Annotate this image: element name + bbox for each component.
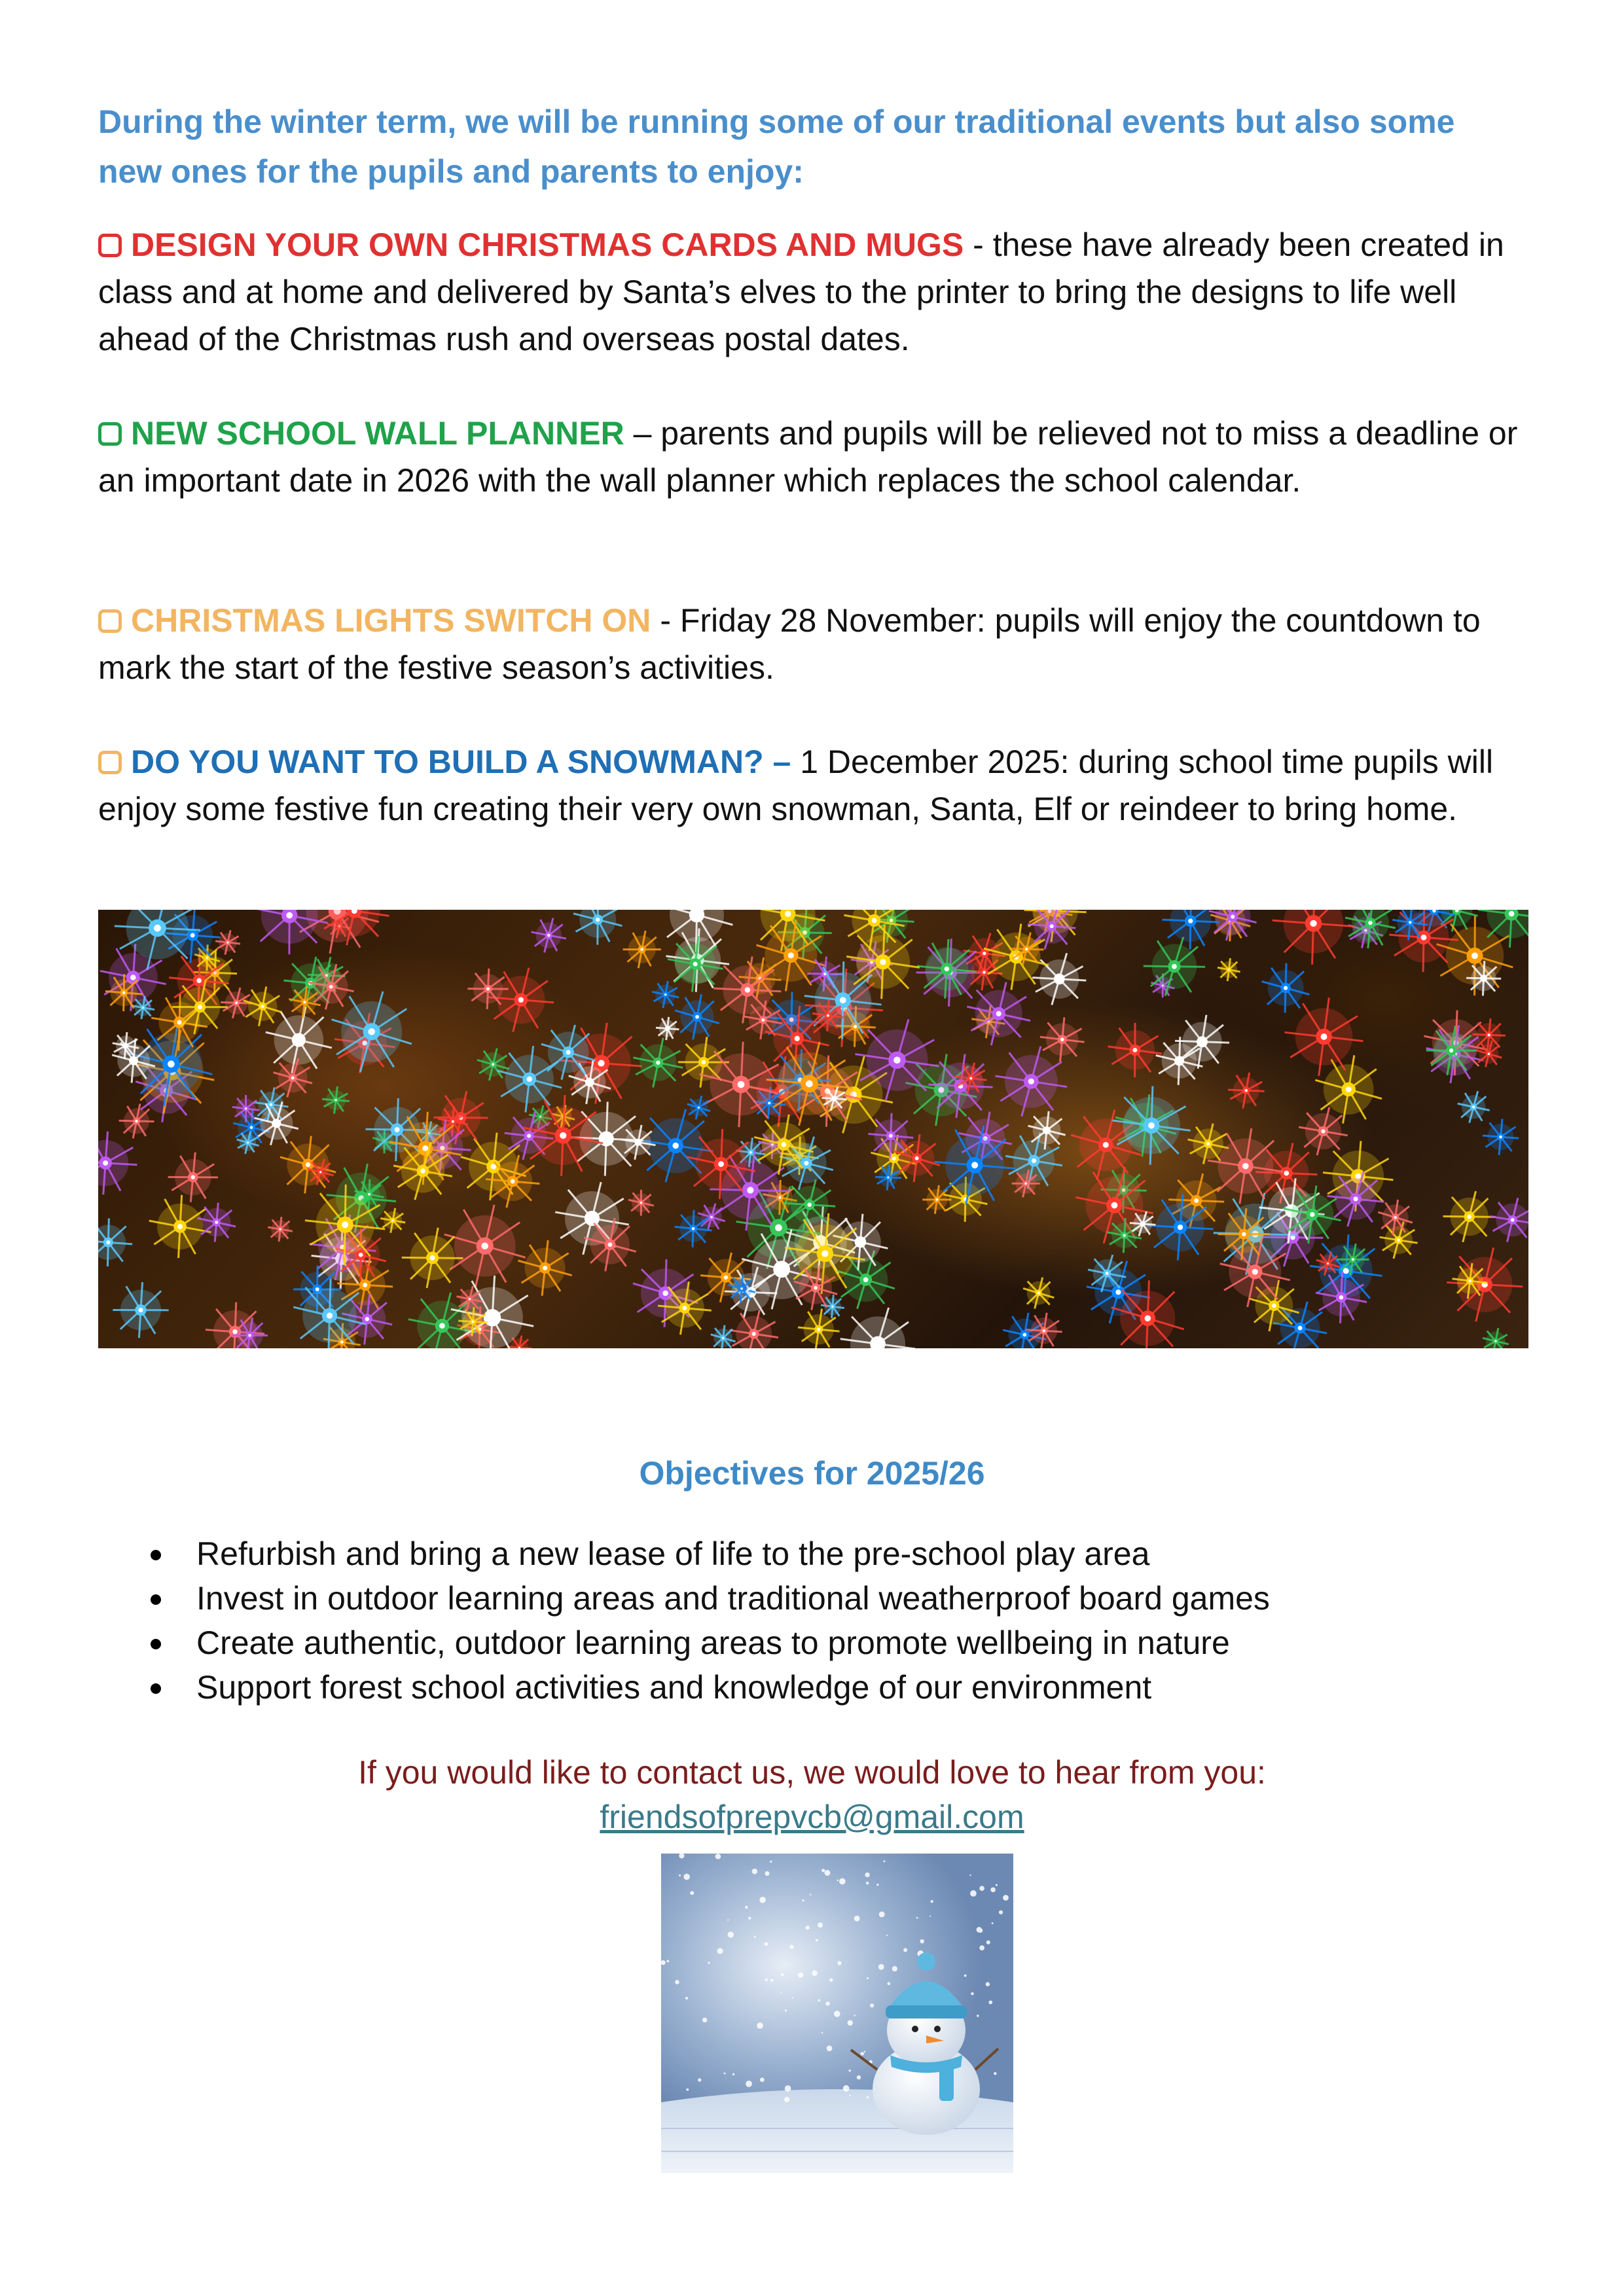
- snowflake: [802, 1899, 804, 1901]
- snowman-image: [661, 1854, 1013, 2173]
- light-sparkle: [729, 1310, 778, 1348]
- snowflake: [717, 1948, 723, 1954]
- bullet-icon: [151, 1550, 161, 1560]
- snowflake: [861, 2052, 864, 2055]
- snowflake: [849, 2094, 851, 2096]
- light-sparkle: [244, 986, 282, 1026]
- snowflake: [892, 1966, 897, 1971]
- event-description: – parents and pupils will be relieved not to miss a deadline or an important date in 2026 with the wall planner which replaces the school calendar.: [98, 415, 1518, 499]
- snowflake: [848, 2020, 853, 2026]
- bullet-icon: [151, 1594, 161, 1605]
- event-title: NEW SCHOOL WALL PLANNER: [131, 415, 624, 452]
- light-sparkle: [1443, 1191, 1496, 1242]
- checkbox-icon: [98, 609, 122, 633]
- snowflake: [839, 1878, 846, 1885]
- snowflake: [884, 1860, 886, 1862]
- light-sparkle: [168, 1153, 218, 1202]
- light-sparkle: [444, 1205, 526, 1287]
- snowflake: [770, 1979, 773, 1982]
- light-sparkle: [98, 1218, 132, 1266]
- snowflake: [816, 1939, 818, 1942]
- bullet-icon: [151, 1683, 161, 1694]
- snowflake: [865, 1873, 869, 1877]
- snowflake: [854, 1916, 860, 1922]
- light-sparkle: [477, 1049, 509, 1081]
- snowflake: [867, 2096, 869, 2098]
- snowflake: [837, 1961, 841, 1965]
- snowflake: [879, 1912, 885, 1918]
- light-sparkle: [1218, 958, 1240, 981]
- snowflake: [834, 2011, 840, 2017]
- light-sparkle: [266, 1007, 332, 1073]
- snowflake: [999, 1910, 1003, 1914]
- objective-item: Create authentic, outdoor learning areas to promote wellbeing in nature: [151, 1621, 1270, 1665]
- snowflake: [988, 2000, 992, 2004]
- light-sparkle: [1299, 1107, 1348, 1155]
- snowflake: [818, 1922, 823, 1928]
- snowflake: [867, 1977, 869, 1979]
- objective-item: Refurbish and bring a new lease of life to the pre-school play area: [151, 1532, 1270, 1576]
- light-sparkle: [1490, 1198, 1528, 1242]
- checkbox-icon: [98, 751, 122, 774]
- snowflake: [810, 1894, 811, 1895]
- snowflake: [866, 1882, 869, 1884]
- snowflake: [878, 1964, 884, 1970]
- snowflake: [789, 1945, 793, 1949]
- snowflake: [666, 1960, 669, 1963]
- snowflake: [675, 1980, 679, 1984]
- snowflake: [818, 2000, 820, 2001]
- snowflake: [970, 1890, 977, 1897]
- light-sparkle: [675, 994, 719, 1039]
- snowflake: [876, 1884, 878, 1886]
- light-sparkle: [1315, 1055, 1382, 1123]
- light-sparkle: [1144, 937, 1205, 996]
- objectives-list: [151, 1532, 1270, 1710]
- light-sparkle: [628, 1190, 654, 1216]
- snowflake: [785, 2009, 787, 2011]
- light-sparkle: [332, 992, 412, 1072]
- snowflake: [661, 1960, 666, 1965]
- snowflake: [708, 1962, 710, 1964]
- snowflake: [929, 1916, 931, 1917]
- light-sparkle: [1483, 1119, 1519, 1155]
- light-sparkle: [995, 1047, 1067, 1117]
- light-sparkle: [274, 1058, 312, 1097]
- snowflake: [679, 1854, 684, 1859]
- snowflake: [829, 1978, 833, 1981]
- snowflake: [825, 2001, 829, 2005]
- event-wall-planner: [98, 410, 1538, 504]
- snowman-graphic: [661, 1854, 1013, 2173]
- snowflake: [971, 1992, 974, 1996]
- snowflake: [986, 1982, 990, 1986]
- snowflake: [746, 2081, 752, 2087]
- light-sparkle: [1483, 1328, 1509, 1348]
- light-sparkle: [215, 930, 240, 954]
- snowflake: [806, 1926, 810, 1929]
- event-title-extra: AND MUGS: [778, 226, 964, 263]
- snowflake: [727, 1919, 729, 1920]
- snowflake: [686, 2089, 689, 2091]
- event-christmas-cards: [98, 221, 1538, 363]
- contact-text: If you would like to contact us, we would love to hear from you:: [358, 1754, 1266, 1791]
- light-sparkle: [1111, 1280, 1184, 1348]
- light-sparkle: [402, 1228, 463, 1288]
- light-sparkle: [532, 918, 566, 953]
- snowflake: [698, 2078, 701, 2081]
- checkbox-icon: [98, 234, 122, 257]
- light-sparkle: [523, 1095, 603, 1176]
- snowflake: [864, 2051, 865, 2053]
- light-sparkle: [197, 1203, 236, 1242]
- objectives-title: Objectives for 2025/26: [639, 1455, 985, 1492]
- light-sparkle: [1040, 1017, 1085, 1062]
- snowflake: [821, 2032, 823, 2033]
- snowflake: [752, 1869, 757, 1874]
- snowflake: [849, 2070, 851, 2072]
- snowflake: [843, 2085, 850, 2092]
- snowflake: [781, 1973, 784, 1976]
- light-sparkle: [1162, 910, 1219, 950]
- light-sparkle: [486, 1155, 539, 1208]
- snowflake: [765, 1978, 768, 1981]
- snowflake: [748, 1917, 751, 1920]
- snowflake: [992, 1922, 994, 1924]
- snowflake: [824, 1870, 830, 1876]
- light-sparkle: [1032, 953, 1086, 1005]
- light-sparkle: [623, 931, 661, 968]
- snowflake: [931, 1900, 933, 1903]
- snowflake: [854, 2015, 855, 2016]
- snowflake: [754, 1936, 756, 1938]
- light-sparkle: [633, 1038, 683, 1088]
- snowflake: [920, 1939, 924, 1943]
- light-sparkle: [149, 1195, 211, 1258]
- checkbox-icon: [98, 422, 122, 446]
- bullet-icon: [151, 1639, 161, 1649]
- event-title: CHRISTMAS LIGHTS SWITCH ON: [131, 602, 651, 639]
- objective-item: Support forest school activities and knowledge of our environment: [151, 1665, 1270, 1710]
- event-title: DO YOU WANT TO BUILD A SNOWMAN? –: [131, 744, 791, 780]
- light-sparkle: [322, 1086, 350, 1113]
- snowflake: [780, 1992, 782, 1994]
- snowflake: [685, 1997, 688, 2000]
- snowflake: [724, 2072, 726, 2074]
- snowflake: [785, 2085, 791, 2092]
- light-sparkle: [268, 1217, 293, 1242]
- intro-heading: During the winter term, we will be running some of our traditional events but also some new ones for the pupils and parents to enjoy:: [98, 103, 1455, 190]
- snowflake: [715, 1854, 721, 1859]
- snowflake: [1003, 1895, 1009, 1901]
- snowflake: [821, 1869, 825, 1872]
- light-sparkle: [652, 981, 679, 1008]
- snowflake: [837, 1880, 839, 1882]
- snowflake: [903, 1948, 907, 1952]
- event-build-snowman: [98, 738, 1538, 833]
- light-sparkle: [98, 1132, 137, 1194]
- snowflake: [827, 2045, 833, 2051]
- light-sparkle: [1108, 1023, 1163, 1077]
- snowflake: [765, 1871, 769, 1876]
- snowflake: [792, 1997, 793, 1998]
- light-sparkle: [687, 1096, 710, 1119]
- snowflake: [770, 1861, 772, 1863]
- light-sparkle: [1272, 910, 1355, 965]
- snowflake: [765, 1942, 768, 1946]
- light-sparkle: [1262, 963, 1310, 1013]
- light-sparkle: [518, 1240, 571, 1296]
- light-sparkle: [1458, 1091, 1490, 1122]
- light-sparkle: [1228, 1073, 1265, 1109]
- snowflake: [732, 2073, 734, 2075]
- snowflake: [812, 1970, 817, 1975]
- snowflake: [679, 1874, 681, 1876]
- snowflake: [979, 1945, 984, 1950]
- light-sparkle: [656, 1017, 679, 1040]
- snowflake: [986, 1941, 990, 1945]
- light-sparkle: [928, 1054, 992, 1117]
- snowflake: [745, 1906, 748, 1909]
- snowflake: [870, 2003, 874, 2007]
- snowflake: [784, 2097, 789, 2102]
- snowflake: [683, 1874, 690, 1880]
- snowflake: [916, 1917, 918, 1919]
- light-sparkle: [967, 982, 1030, 1046]
- event-lights-switch-on: [98, 597, 1538, 691]
- light-sparkle: [840, 1308, 915, 1348]
- christmas-lights-image: [98, 910, 1528, 1348]
- snowflake: [886, 1935, 888, 1936]
- light-sparkle: [573, 910, 622, 945]
- light-sparkle: [1023, 1278, 1054, 1309]
- event-description: 1 December 2025: during school time pupils will enjoy some festive fun creating their very own snowman, Santa, Elf or reindeer to bring home.: [98, 744, 1494, 827]
- light-sparkle: [119, 1103, 154, 1138]
- event-title: DESIGN YOUR OWN CHRISTMAS CARDS: [131, 226, 778, 263]
- snowflake: [990, 1887, 996, 1892]
- event-description: - these have already been created in class and at home and delivered by Santa’s elves to the printer to bring the designs to life well ahead of the Christmas rush and overseas postal dates.: [98, 226, 1504, 357]
- contact-email-link[interactable]: friendsofprepvcb@gmail.com: [600, 1799, 1024, 1835]
- snowflake: [964, 1975, 967, 1977]
- objective-item: Invest in outdoor learning areas and traditional weatherproof board games: [151, 1576, 1270, 1621]
- snowflake: [977, 2015, 979, 2017]
- snowflake: [757, 2022, 763, 2029]
- light-sparkle: [711, 1325, 736, 1348]
- snowflake: [690, 1891, 694, 1895]
- snowflake: [969, 1874, 971, 1876]
- light-sparkle: [113, 1282, 168, 1338]
- snowflake: [979, 1886, 984, 1891]
- christmas-lights-graphic: [98, 910, 1528, 1348]
- event-description: - Friday 28 November: pupils will enjoy the countdown to mark the start of the festive season’s activities.: [98, 602, 1481, 686]
- snowflake: [759, 1897, 766, 1903]
- snowflake: [857, 2075, 861, 2079]
- light-sparkle: [221, 988, 252, 1018]
- snowflake: [994, 2072, 996, 2075]
- snowflake: [798, 1973, 803, 1978]
- snowflake: [760, 2077, 765, 2082]
- snowflake: [702, 2018, 707, 2022]
- snowflake: [728, 1931, 734, 1937]
- snowflake: [978, 1928, 983, 1933]
- snowflake: [996, 1884, 998, 1886]
- snowflake: [888, 1982, 891, 1985]
- light-sparkle: [1285, 997, 1363, 1076]
